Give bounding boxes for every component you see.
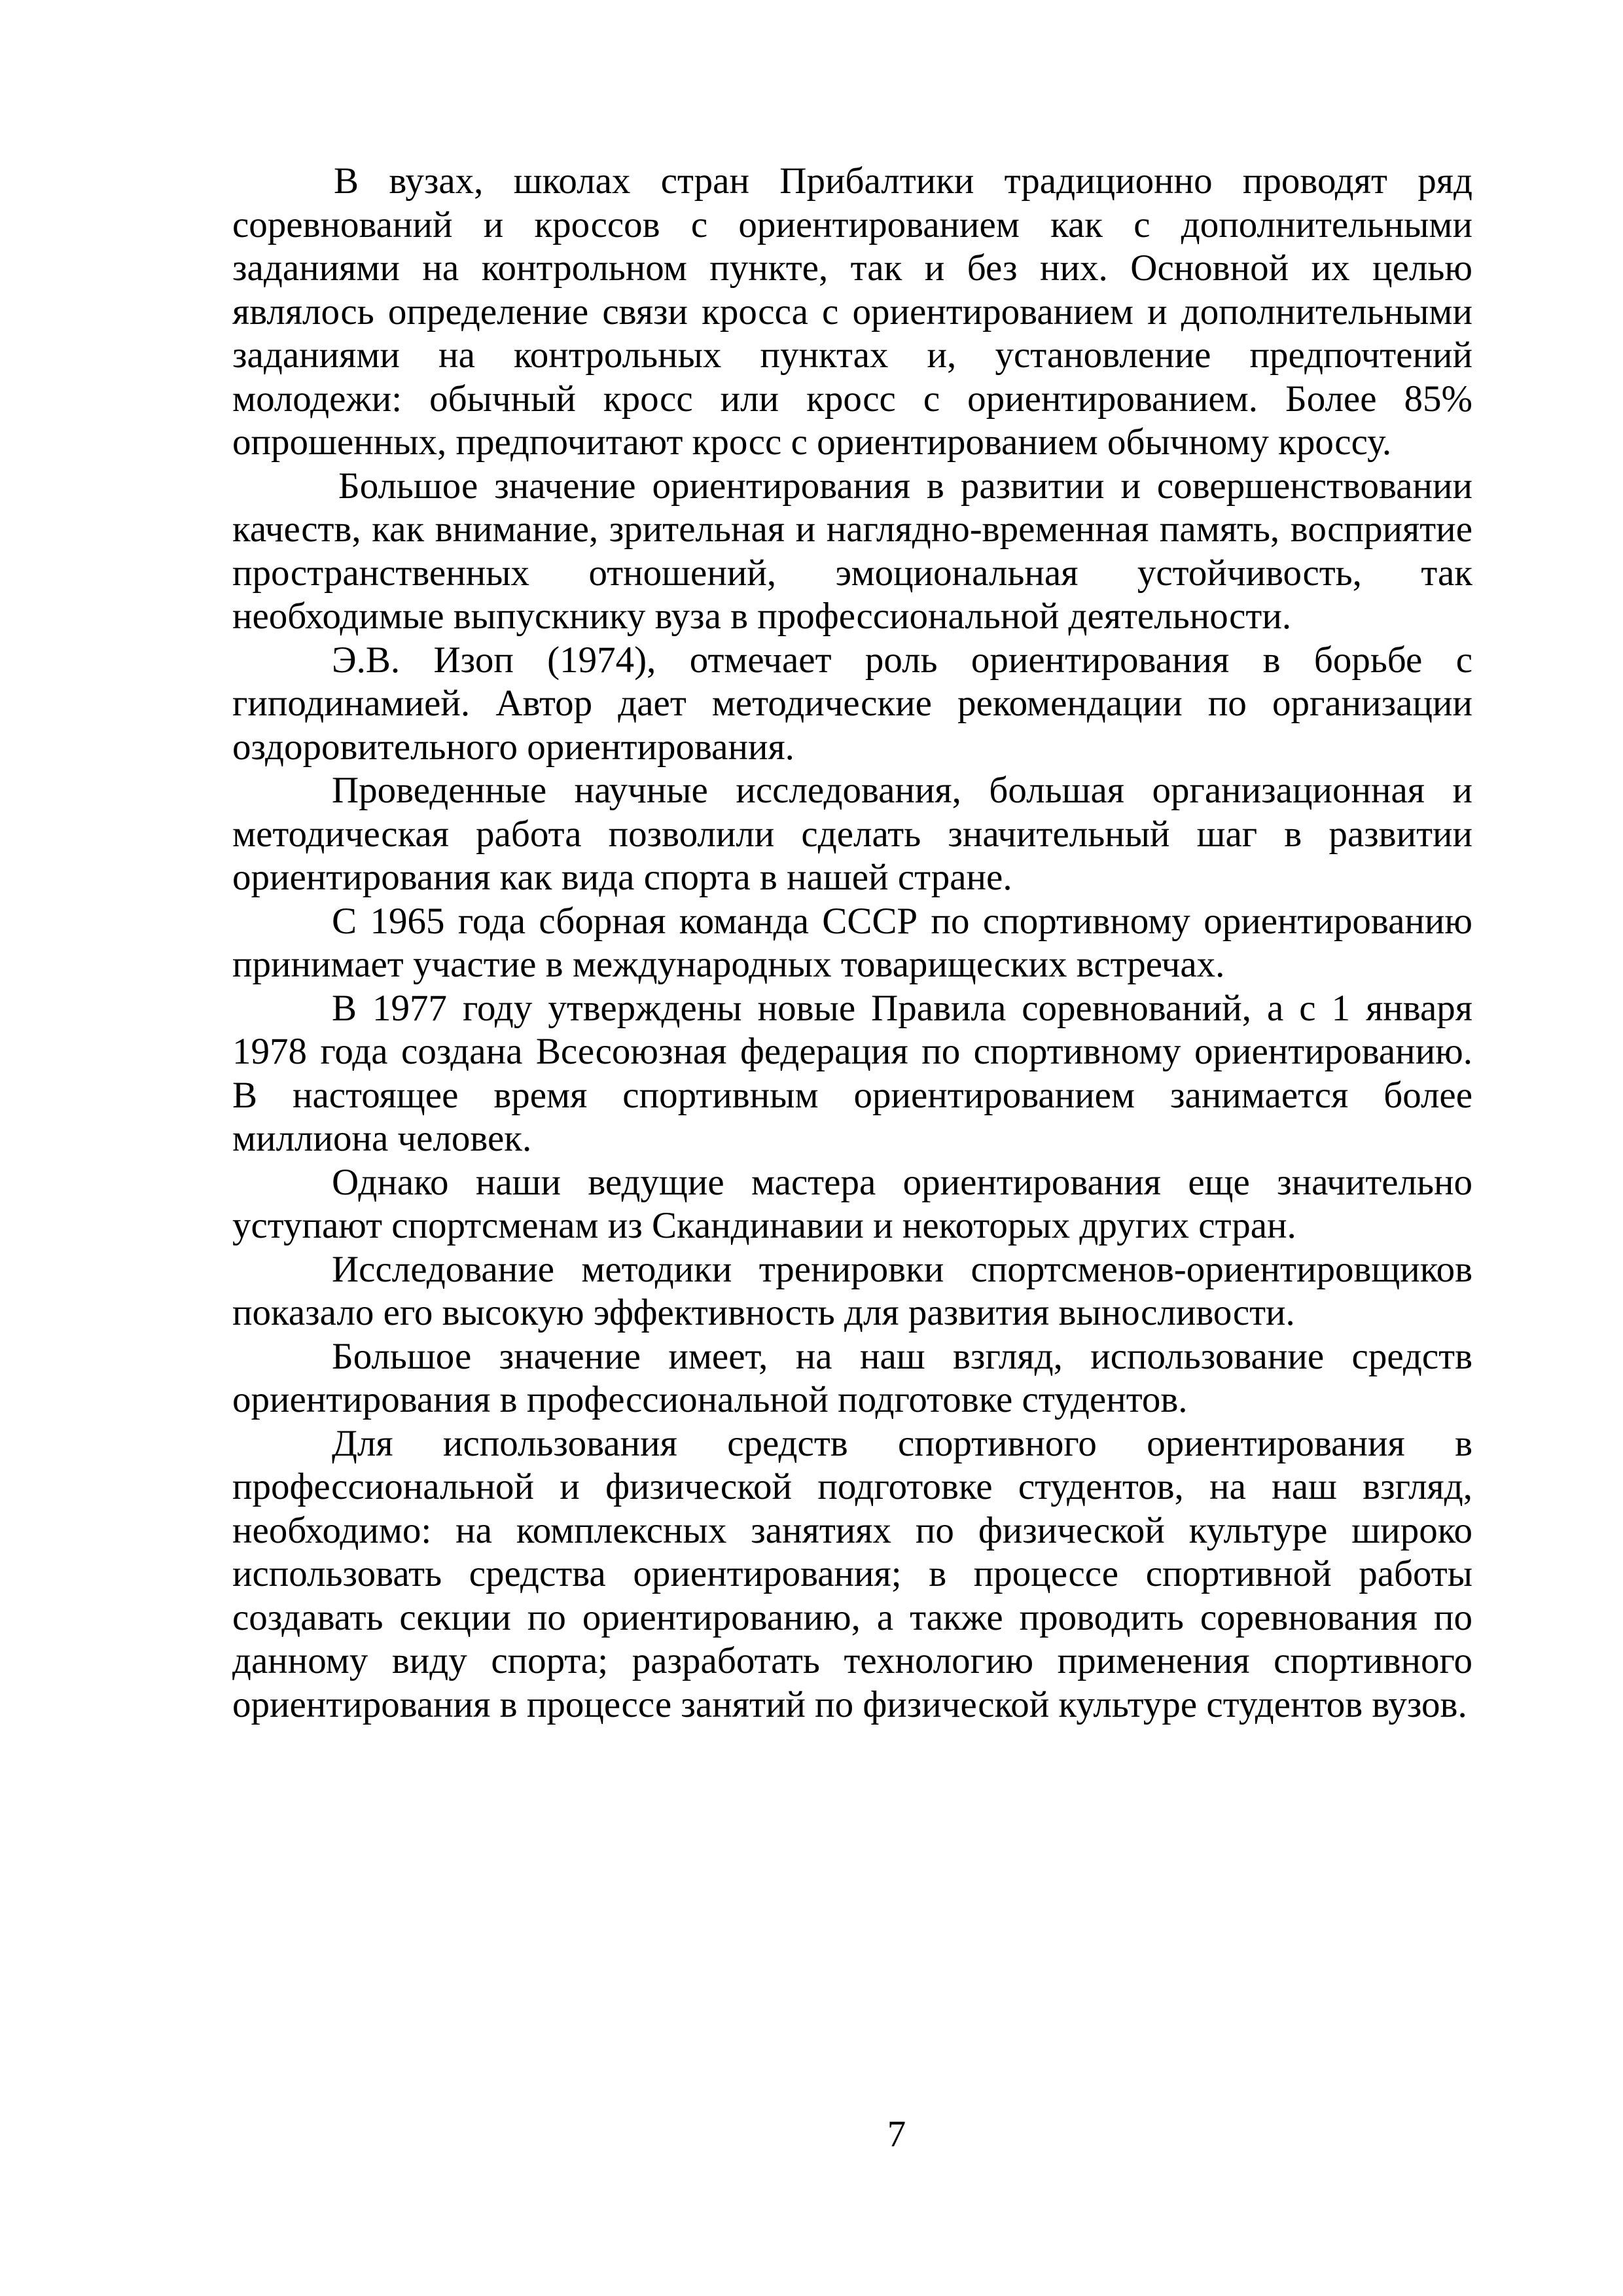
paragraph-research: Проведенные научные исследования, большая организационная и методическая работа позволили сделать значительный шаг в развитии ориентирования как вида спорта в нашей стране. — [232, 770, 1472, 898]
paragraph-masters: Однако наши ведущие мастера ориентирования еще значительно уступают спортсменам из Скандинавии и некоторых других стран. — [232, 1161, 1472, 1246]
paragraph-professional-training: Большое значение имеет, на наш взгляд, использование средств ориентирования в профессиональной подготовке студентов. — [232, 1335, 1472, 1420]
paragraph-baltic-competitions: В вузах, школах стран Прибалтики традиционно проводят ряд соревнований и кроссов с ориентированием как с дополнительными заданиями на контрольном пункте, так и без них. Основной их целью являлось определение связи кросса с ориентированием и дополнительными заданиями на контрольных пунктах и, установление предпочтений молодежи: обычный кросс или кросс с ориентированием. Более 85% опрошенных, предпочитают кросс с ориентированием обычному кроссу. — [232, 160, 1472, 463]
body-text — [232, 160, 1472, 1727]
paragraph-ussr-team: С 1965 года сборная команда СССР по спортивному ориентированию принимает участие в международных товарищеских встречах. — [232, 900, 1472, 985]
paragraph-training-study: Исследование методики тренировки спортсменов-ориентировщиков показало его высокую эффективность для развития выносливости. — [232, 1248, 1472, 1333]
paragraph-significance: Большое значение ориентирования в развитии и совершенствовании качеств, как внимание, зрительная и наглядно-временная память, восприятие пространственных отношений, эмоциональная устойчивость, так необходимые выпускнику вуза в профессиональной деятельности. — [232, 465, 1472, 637]
paragraph-recommendations: Для использования средств спортивного ориентирования в профессиональной и физической подготовке студентов, на наш взгляд, необходимо: на комплексных занятиях по физической культуре широко использовать средства ориентирования; в процессе спортивной работы создавать секции по ориентированию, а также проводить соревнования по данному виду спорта; разработать технологию применения спортивного ориентирования в процессе занятий по физической культуре студентов вузов. — [232, 1422, 1472, 1725]
paragraph-federation: В 1977 году утверждены новые Правила соревнований, а с 1 января 1978 года создана Всесоюзная федерация по спортивному ориентированию. В настоящее время спортивным ориентированием занимается более миллиона человек. — [232, 987, 1472, 1159]
paragraph-izop: Э.В. Изоп (1974), отмечает роль ориентирования в борьбе с гиподинамией. Автор дает методические рекомендации по организации оздоровительного ориентирования. — [232, 639, 1472, 768]
page-number: 7 — [887, 2113, 906, 2155]
